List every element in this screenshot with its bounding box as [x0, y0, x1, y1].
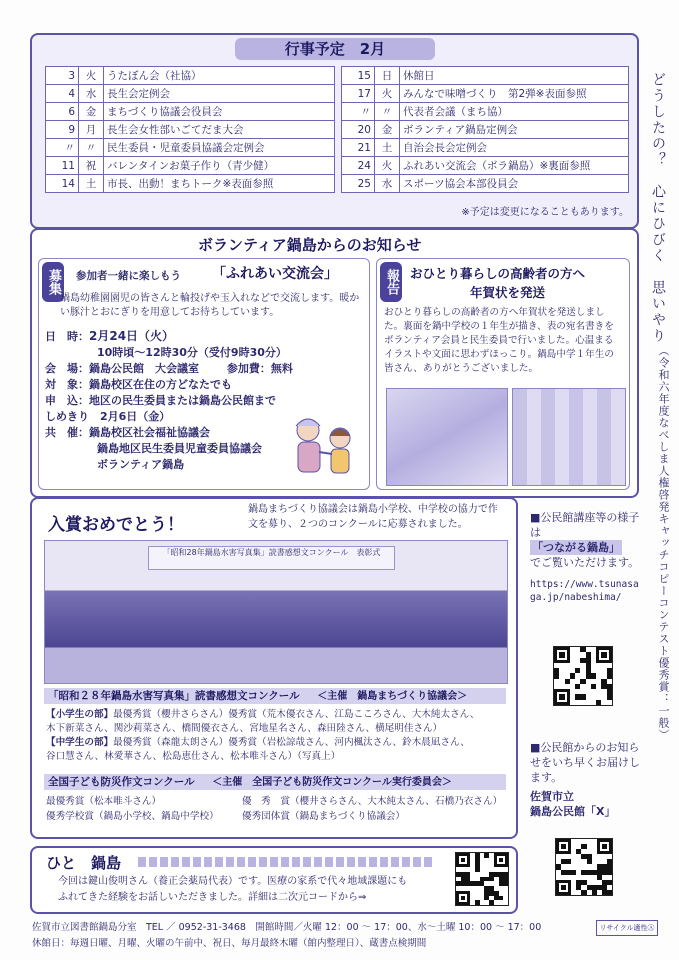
elem-text-2: 木下新菜さん、関沙莉菜さん、橋間優衣さん、宮地星名さん、森田陸さん、横尾明佳さん） — [46, 723, 443, 734]
side-text-1: ■公民館講座等の様子は — [530, 511, 640, 539]
slogan-sub-vertical: （令和六年度なべしま人権啓発キャッチコピーコンテスト優秀賞：一般） — [657, 345, 670, 741]
schedule-event: まちづくり協議会役員会 — [104, 103, 335, 121]
schedule-day: 9 — [46, 121, 79, 139]
c2-line2-a: 優秀学校賞（鍋島小学校、鍋島中学校） — [46, 811, 219, 822]
schedule-weekday: 火 — [375, 85, 400, 103]
side-url[interactable]: https://www.tsunasaga.jp/nabeshima/ — [530, 579, 639, 603]
side-text-3: ■公民館からのお知らせをいち早くお届けします。 — [530, 741, 640, 784]
schedule-weekday: 月 — [79, 121, 104, 139]
schedule-day: 〃 — [46, 139, 79, 157]
schedule-row — [342, 85, 629, 103]
schedule-weekday: 土 — [79, 175, 104, 193]
schedule-day: 20 — [342, 121, 375, 139]
mid-text-1: 最優秀賞（森龍太朗さん）優秀賞（岩松諒哉さん、河内楓汰さん、鈴木晨凪さん、 — [113, 737, 470, 748]
schedule-day: 21 — [342, 139, 375, 157]
mid-text-2: 谷口慧さん、林愛華さん、松島恵仕さん、松本唯斗さん）（写真上） — [46, 751, 341, 762]
host-2: 鍋島地区民生委員児童委員協議会 — [97, 442, 262, 455]
schedule-row — [342, 103, 629, 121]
recruit-desc: 鍋島幼稚園園児の皆さんと輪投げや玉入れなどで交流します。暖かい豚汁とおにぎりを用意してお待ちしています。 — [60, 293, 360, 318]
ceremony-banner: 「昭和28年鍋島水害写真集」読書感想文コンクール 表彰式 — [148, 546, 395, 570]
schedule-weekday: 火 — [79, 67, 104, 85]
schedule-day: 4 — [46, 85, 79, 103]
recruit-badge: 募集 — [42, 262, 64, 302]
fee-value: 無料 — [270, 362, 293, 375]
footer-line-1: 佐賀市立図書館鍋島分室 TEL ／ 0952-31-3468 開館時間／火曜 12：00 ～ 17：00、水～土曜 10：00 ～ 17：00 — [32, 922, 542, 933]
schedule-day: 17 — [342, 85, 375, 103]
new-year-card-photo-2 — [512, 388, 626, 486]
schedule-event: 代表者会議（まち協） — [400, 103, 629, 121]
schedule-weekday: 金 — [375, 121, 400, 139]
volunteer-title: ボランティア鍋島からのお知らせ — [198, 236, 422, 254]
contest1-results — [46, 708, 508, 764]
side-text-2: でご覧いただけます。 — [530, 556, 640, 569]
contest2-results — [46, 794, 508, 824]
awards-title: 入賞おめでとう！ — [48, 515, 184, 535]
schedule-row — [342, 121, 629, 139]
recruit-event-name: 「ふれあい交流会」 — [212, 266, 338, 282]
c2-line1-a: 最優秀賞（松本唯斗さん） — [46, 796, 162, 807]
schedule-event: ふれあい交流会（ボラ鍋島）※裏面参照 — [400, 157, 629, 175]
time-value: 10時頃～12時30分（受付9時30分） — [97, 346, 287, 359]
elderly-child-illustration — [288, 412, 360, 482]
awards-intro: 鍋島まちづくり協議会は鍋島小学校、中学校の協力で作文を募り、２つのコンクールに応募されました。 — [248, 504, 498, 530]
host-label: 共 催： — [45, 426, 89, 439]
schedule-weekday: 水 — [375, 175, 400, 193]
contest2-title: 全国子ども防災作文コンクール — [48, 776, 195, 788]
contest1-title: 「昭和２８年鍋島水害写真集」読書感想文コンクール — [48, 690, 300, 702]
side-org-1: 佐賀市立 — [530, 790, 574, 803]
footer-line-2: 休館日：毎週日曜、月曜、火曜の午前中、祝日、毎月最終木曜（館内整理日）、蔵書点検期間 — [32, 938, 427, 949]
schedule-weekday: 火 — [375, 157, 400, 175]
schedule-day: 25 — [342, 175, 375, 193]
schedule-day: 24 — [342, 157, 375, 175]
target-label: 対 象： — [45, 378, 89, 391]
side-info-2 — [530, 740, 642, 819]
contest2-band — [44, 774, 506, 790]
qr-code-website[interactable] — [553, 646, 613, 706]
schedule-row — [46, 139, 335, 157]
schedule-day: 3 — [46, 67, 79, 85]
schedule-event: バレンタインお菓子作り（青少健） — [104, 157, 335, 175]
deadline-label: しめきり — [45, 410, 89, 423]
schedule-weekday: 祝 — [79, 157, 104, 175]
qr-code-hito[interactable] — [455, 852, 509, 906]
date-value: 2月24日（火） — [89, 329, 175, 343]
deadline-value: 2月6日（金） — [100, 410, 171, 423]
schedule-row — [46, 175, 335, 193]
schedule-row — [46, 85, 335, 103]
schedule-row — [46, 103, 335, 121]
schedule-row — [46, 121, 335, 139]
schedule-event: うたぼん会（社協） — [104, 67, 335, 85]
report-title-2: 年賀状を発送 — [470, 285, 546, 300]
schedule-day: 14 — [46, 175, 79, 193]
schedule-event: 民生委員・児童委員協議会定例会 — [104, 139, 335, 157]
slogan-vertical: どうしたの？ 心にひびく 思いやり — [650, 72, 666, 344]
schedule-event: 休館日 — [400, 67, 629, 85]
events-table-left — [45, 66, 335, 193]
report-title-1: おひとり暮らしの高齢者の方へ — [410, 266, 586, 281]
schedule-weekday: 土 — [375, 139, 400, 157]
schedule-row — [46, 157, 335, 175]
side-org-2: 鍋島公民館「X」 — [530, 805, 616, 818]
schedule-event: スポーツ協会本部役員会 — [400, 175, 629, 193]
schedule-weekday: 水 — [79, 85, 104, 103]
schedule-row — [342, 157, 629, 175]
events-note: ※予定は変更になることもあります。 — [461, 207, 629, 218]
report-desc: おひとり暮らしの高齢者の方へ年賀状を発送しました。裏面を鍋中学校の１年生が描き、表の宛名書きをボランティア会員と民生委員で行いました。心温まるイラストや文面に思わずほっこり。鍋島中学１年生の皆さん、ありがとうございました。 — [384, 307, 614, 374]
schedule-row — [342, 67, 629, 85]
side-info — [530, 510, 642, 604]
schedule-weekday: 〃 — [375, 103, 400, 121]
schedule-event: 長生会定例会 — [104, 85, 335, 103]
qr-code-x[interactable] — [555, 838, 613, 896]
apply-value: 地区の民生委員または鍋島公民館まで — [89, 394, 276, 407]
schedule-event: 自治会長会定例会 — [400, 139, 629, 157]
events-title: 行事予定 2月 — [235, 38, 435, 60]
hito-text-2: ふれてきた経験をお話しいただきました。詳細は二次元コードから⇒ — [58, 892, 367, 903]
schedule-row — [342, 139, 629, 157]
schedule-event: みんなで味噌づくり 第2弾※表面参照 — [400, 85, 629, 103]
schedule-day: 6 — [46, 103, 79, 121]
date-label: 日 時： — [45, 330, 89, 343]
schedule-event: ボランティア鍋島定例会 — [400, 121, 629, 139]
side-link-name: 「つながる鍋島」 — [532, 541, 620, 554]
hito-pattern — [138, 857, 434, 867]
target-value: 鍋島校区在住の方どなたでも — [89, 378, 232, 391]
c2-line1-b: 優 秀 賞（櫻井さらさん、大木純太さん、石橋乃衣さん） — [242, 796, 503, 807]
mid-label: 【中学生の部】 — [46, 737, 114, 748]
schedule-day: 〃 — [342, 103, 375, 121]
report-badge: 報告 — [380, 262, 402, 302]
elem-text-1: 最優秀賞（櫻井さらさん）優秀賞（荒木優衣さん、江島こころさん、大木純太さん、 — [113, 709, 480, 720]
schedule-row — [46, 67, 335, 85]
contest1-band — [44, 688, 506, 704]
recruit-lead: 参加者一緒に楽しもう — [76, 270, 181, 282]
events-table-right — [341, 66, 629, 193]
schedule-row — [342, 175, 629, 193]
venue-value: 鍋島公民館 大会議室 — [89, 362, 199, 375]
schedule-weekday: 日 — [375, 67, 400, 85]
schedule-day: 15 — [342, 67, 375, 85]
host-1: 鍋島校区社会福祉協議会 — [89, 426, 210, 439]
schedule-event: 長生会女性部いごてだま大会 — [104, 121, 335, 139]
schedule-event: 市長、出動！まちトーク※表面参照 — [104, 175, 335, 193]
hito-title: ひと 鍋島 — [46, 854, 122, 872]
hito-text — [58, 874, 448, 906]
hito-text-1: 今回は鍵山俊明さん（養正会薬局代表）です。医療の家系で代々地域課題にも — [58, 876, 408, 887]
schedule-weekday: 〃 — [79, 139, 104, 157]
schedule-weekday: 金 — [79, 103, 104, 121]
contest2-host: ＜主催 全国子ども防災作文コンクール実行委員会＞ — [212, 777, 452, 788]
elem-label: 【小学生の部】 — [46, 709, 114, 720]
fee-label: 参加費： — [226, 362, 271, 375]
new-year-card-photo-1 — [386, 388, 508, 486]
c2-line2-b: 優秀団体賞（鍋島まちづくり協議会） — [242, 811, 405, 822]
recycle-mark: リサイクル適性Ⓐ — [596, 920, 658, 936]
host-3: ボランティア鍋島 — [97, 458, 185, 471]
contest1-host: ＜主催 鍋島まちづくり協議会＞ — [317, 691, 468, 702]
schedule-day: 11 — [46, 157, 79, 175]
venue-label: 会 場： — [45, 362, 89, 375]
apply-label: 申 込： — [45, 394, 89, 407]
